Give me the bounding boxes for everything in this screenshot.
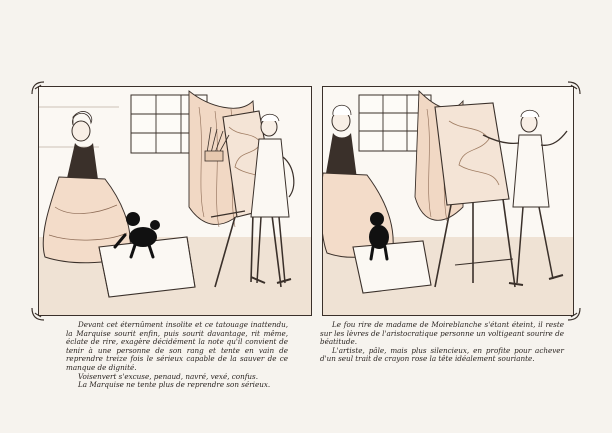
marquise-smiling-painter-painting-icon — [323, 87, 573, 315]
caption-right-paragraph-2: L'artiste, pâle, mais plus silencieux, en profite pour achever d'un seul trait de crayon rose la tête idéalement souriante. — [320, 345, 564, 364]
marquise-laughing-painter-sneezing-icon — [39, 87, 311, 315]
caption-left-paragraph-3: La Marquise ne tente plus de reprendre son sérieux. — [78, 380, 271, 390]
caption-left-paragraph-2: Voisenvert s'excuse, penaud, navré, vexé, confus. — [78, 371, 259, 381]
comic-strip — [38, 86, 574, 314]
caption-left-paragraph-1: Devant cet éternûment insolite et ce tatouage inattendu, la Marquise sourit enfin, puis sourit davantage, rit même, éclate de rire, exagère décidément la note qu'il convient de tenir à une personne de son rang et tente en vain de reprendre treize fois le sérieux capable de la sauver de ce manque de dignité. — [66, 320, 288, 372]
captions — [0, 320, 612, 390]
caption-right-paragraph-1: Le fou rire de madame de Moireblanche s'étant éteint, il reste sur les lèvres de l'aristocratique personne un voltigeant sourire de béatitude. — [320, 320, 564, 347]
caption-right — [320, 321, 564, 364]
left-panel — [38, 86, 312, 316]
right-panel — [322, 86, 574, 316]
caption-left — [66, 321, 288, 390]
